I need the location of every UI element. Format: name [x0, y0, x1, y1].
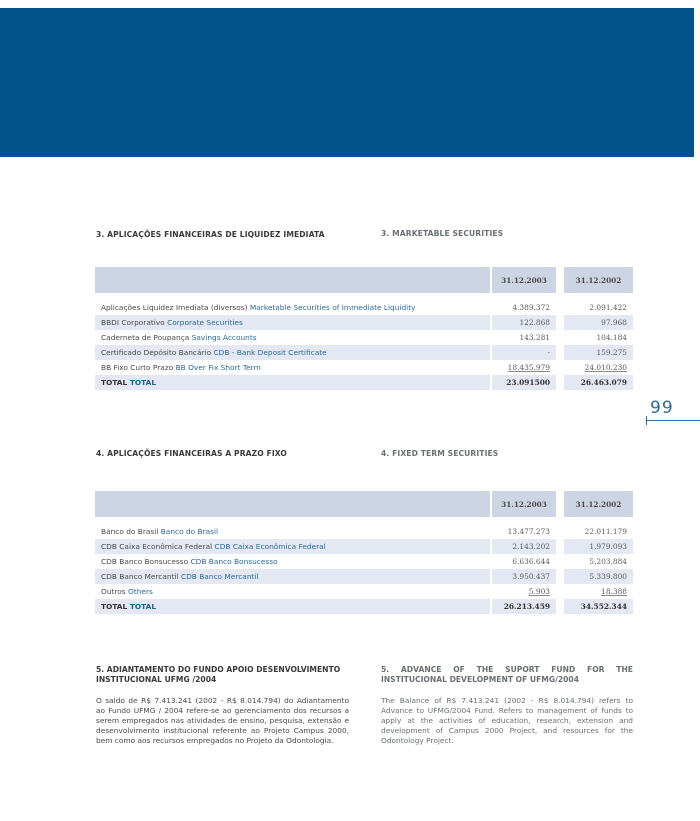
value-2002: 159.275: [596, 348, 627, 357]
total-label-en: TOTAL: [129, 602, 157, 611]
column-header-2002: 31.12.2002: [564, 267, 633, 293]
table-row: [95, 330, 633, 345]
section5-body-en: The Balance of R$ 7.413.241 (2002 - R$ 8.014.794) refers to Advance to UFMG/2004 Fund. Refers to management of funds to apply at the activities of education, research, extension and development of Campus 2000 Project, and resources for the Odontology Project.: [381, 696, 633, 745]
row-label-en: Corporate Securities: [167, 318, 243, 327]
value-2003: 5.903: [528, 587, 550, 596]
value-2003: 4.389.372: [512, 303, 550, 312]
value-2003: 3.950.437: [512, 572, 550, 581]
section3-title-pt: 3. APLICAÇÕES FINANCEIRAS DE LIQUIDEZ IMEDIATA: [96, 230, 325, 239]
table-total-row: [95, 599, 633, 614]
total-label-pt: TOTAL: [101, 378, 128, 387]
table-row: [95, 300, 633, 315]
column-header-2003: 31.12.2003: [492, 267, 556, 293]
section5-title-pt: 5. ADIANTAMENTO DO FUNDO APOIO DESENVOLVIMENTO INSTITUCIONAL UFMG /2004: [96, 665, 341, 684]
row-label-en: Marketable Securities of Immediate Liquidity: [249, 303, 416, 312]
row-label-en: CDB - Bank Deposit Certificate: [213, 348, 327, 357]
value-2002: 2.091.422: [589, 303, 627, 312]
value-2003: 143.281: [519, 333, 550, 342]
value-2003: 122.868: [519, 318, 550, 327]
value-2002: 104.184: [596, 333, 627, 342]
row-label-en: BB Over Fix Short Term: [175, 363, 261, 372]
total-2002: 26.463.079: [580, 378, 627, 387]
row-label-pt: CDB Banco Bonsucesso: [101, 557, 189, 566]
column-header-2003: 31.12.2003: [492, 491, 556, 517]
total-2003: 23.091500: [506, 378, 550, 387]
table-row: [95, 539, 633, 554]
column-header-2002: 31.12.2002: [564, 491, 633, 517]
value-2002: 97.968: [601, 318, 627, 327]
value-2002: 1.979.093: [589, 542, 627, 551]
row-label-pt: BB Fixo Curto Prazo: [101, 363, 176, 372]
table-row: [95, 554, 633, 569]
fixed-term-securities-table: [95, 491, 633, 614]
total-label-pt: TOTAL: [101, 602, 128, 611]
value-2002: 22.011.179: [584, 527, 627, 536]
row-label-pt: Aplicações Liquidez Imediata (diversos): [101, 303, 248, 312]
value-2002: 5.339.800: [589, 572, 627, 581]
section5-body-pt: O saldo de R$ 7.413.241 (2002 - R$ 8.014.794) do Adiantamento ao Fundo UFMG / 2004 refere-se ao gerenciamento dos recursos a serem empregados nas atividades de ensino, pesquisa, extensão e desenvolvimento institucional referente ao Projeto Campus 2000, bem como aos recursos empregados no Projeto da Odontologia.: [96, 696, 349, 745]
table-row: [95, 360, 633, 375]
table-header: [95, 491, 633, 517]
row-label-pt: Banco do Brasil: [101, 527, 161, 536]
row-label-en: CDB Banco Mercantil: [180, 572, 259, 581]
total-2002: 34.552.344: [580, 602, 627, 611]
total-label-en: TOTAL: [129, 378, 157, 387]
row-label-en: CDB Banco Bonsucesso: [190, 557, 278, 566]
section4-title-pt: 4. APLICAÇÕES FINANCEIRAS A PRAZO FIXO: [96, 449, 287, 458]
table-row: [95, 345, 633, 360]
table-row: [95, 584, 633, 599]
row-label-en: Others: [128, 587, 153, 596]
row-label-pt: CDB Caixa Econômica Federal: [101, 542, 213, 551]
value-2003: 13.477.273: [507, 527, 550, 536]
value-2003: 2.143.202: [512, 542, 550, 551]
section5-title-en: 5. ADVANCE OF THE SUPORT FUND FOR THE INSTITUCIONAL DEVELOPMENT OF UFMG/2004: [381, 665, 633, 684]
page-number-rule: [646, 420, 700, 421]
row-label-pt: Certificado Depósito Bancário: [101, 348, 212, 357]
table-total-row: [95, 375, 633, 390]
value-2002: 24.010.230: [584, 363, 627, 372]
row-label-pt: CDB Banco Mercantil: [101, 572, 179, 581]
row-label-en: Savings Accounts: [191, 333, 257, 342]
section3-title-en: 3. MARKETABLE SECURITIES: [381, 229, 504, 238]
value-2002: 5.203.884: [589, 557, 627, 566]
row-label-en: Banco do Brasil: [160, 527, 219, 536]
table-header: [95, 267, 633, 293]
table-row: [95, 569, 633, 584]
row-label-pt: Caderneta de Poupança: [101, 333, 190, 342]
value-2003: 6.636.644: [512, 557, 550, 566]
row-label-en: CDB Caixa Econômica Federal: [214, 542, 326, 551]
row-label-pt: Outros: [101, 587, 126, 596]
header-label-cell: [95, 491, 490, 517]
value-2003: -: [547, 348, 550, 357]
value-2003: 18.435.979: [507, 363, 550, 372]
row-label-pt: BBDI Corporativo: [101, 318, 165, 327]
table-row: [95, 524, 633, 539]
page-number-tick: [646, 416, 647, 425]
header-label-cell: [95, 267, 490, 293]
header-banner: [0, 8, 694, 157]
total-2003: 26.213.459: [503, 602, 550, 611]
marketable-securities-table: [95, 267, 633, 390]
value-2002: 18.388: [601, 587, 627, 596]
page-number: 99: [650, 398, 674, 418]
section4-title-en: 4. FIXED TERM SECURITIES: [381, 449, 499, 458]
table-row: [95, 315, 633, 330]
